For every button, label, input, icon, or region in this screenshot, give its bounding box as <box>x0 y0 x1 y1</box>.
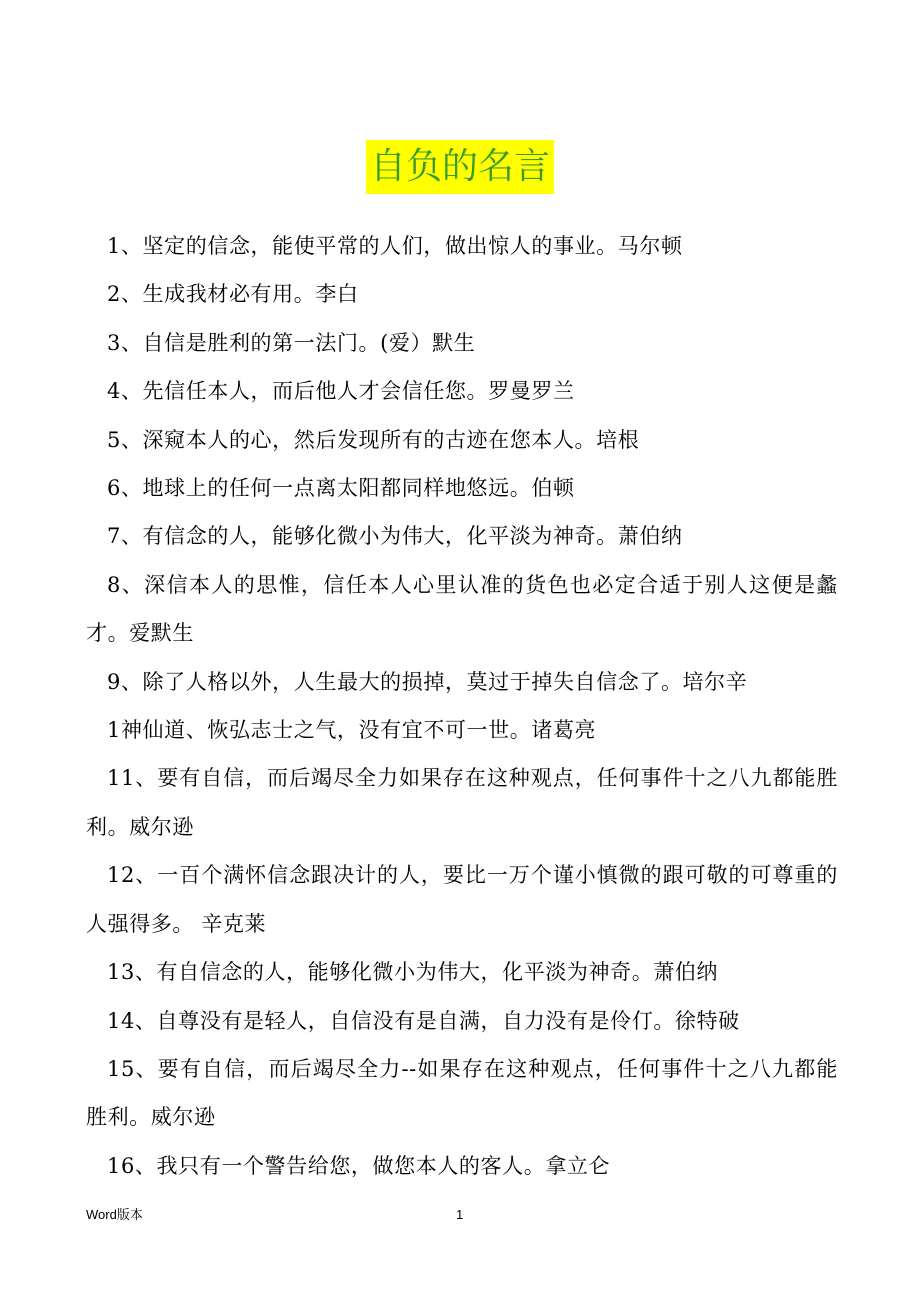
quote-item: 16、我只有一个警告给您，做您本人的客人。拿立仑 <box>107 1153 611 1178</box>
quote-item: 12、一百个满怀信念跟决计的人，要比一万个谨小慎微的跟可敬的可尊重的人强得多。 辛克莱 <box>86 863 838 936</box>
quote-list <box>86 222 838 1190</box>
page-number: 1 <box>456 1207 464 1222</box>
quote-item: 1神仙道、恢弘志士之气，没有宜不可一世。诸葛亮 <box>107 718 597 743</box>
title-container <box>0 140 920 194</box>
document-title: 自负的名言 <box>366 140 554 194</box>
quote-item: 2、生成我材必有用。李白 <box>107 282 359 307</box>
quote-item: 8、深信本人的思惟，信任本人心里认准的货色也必定合适于别人这便是蠡才。爱默生 <box>86 572 838 646</box>
quote-item: 6、地球上的任何一点离太阳都同样地悠远。伯顿 <box>107 476 575 501</box>
footer-version-label: Word版本 <box>86 1207 143 1222</box>
quote-item: 15、要有自信，而后竭尽全力--如果存在这种观点，任何事件十之八九都能胜利。威尔逊 <box>86 1056 838 1130</box>
quote-item: 13、有自信念的人，能够化微小为伟大，化平淡为神奇。萧伯纳 <box>107 960 719 985</box>
quote-item: 9、除了人格以外，人生最大的损掉，莫过于掉失自信念了。培尔辛 <box>107 669 748 694</box>
quote-item: 4、先信任本人，而后他人才会信任您。罗曼罗兰 <box>107 379 575 404</box>
quote-item: 3、自信是胜利的第一法门。(爱）默生 <box>107 330 476 355</box>
quote-item: 14、自尊没有是轻人，自信没有是自满，自力没有是伶仃。徐特破 <box>107 1008 740 1033</box>
quote-item: 1、坚定的信念，能使平常的人们，做出惊人的事业。马尔顿 <box>107 234 683 258</box>
quote-item: 7、有信念的人，能够化微小为伟大，化平淡为神奇。萧伯纳 <box>107 524 683 549</box>
quote-item: 5、深窥本人的心，然后发现所有的古迹在您本人。培根 <box>107 427 640 452</box>
quote-item: 11、要有自信，而后竭尽全力如果存在这种观点，任何事件十之八九都能胜利。威尔逊 <box>86 766 838 839</box>
